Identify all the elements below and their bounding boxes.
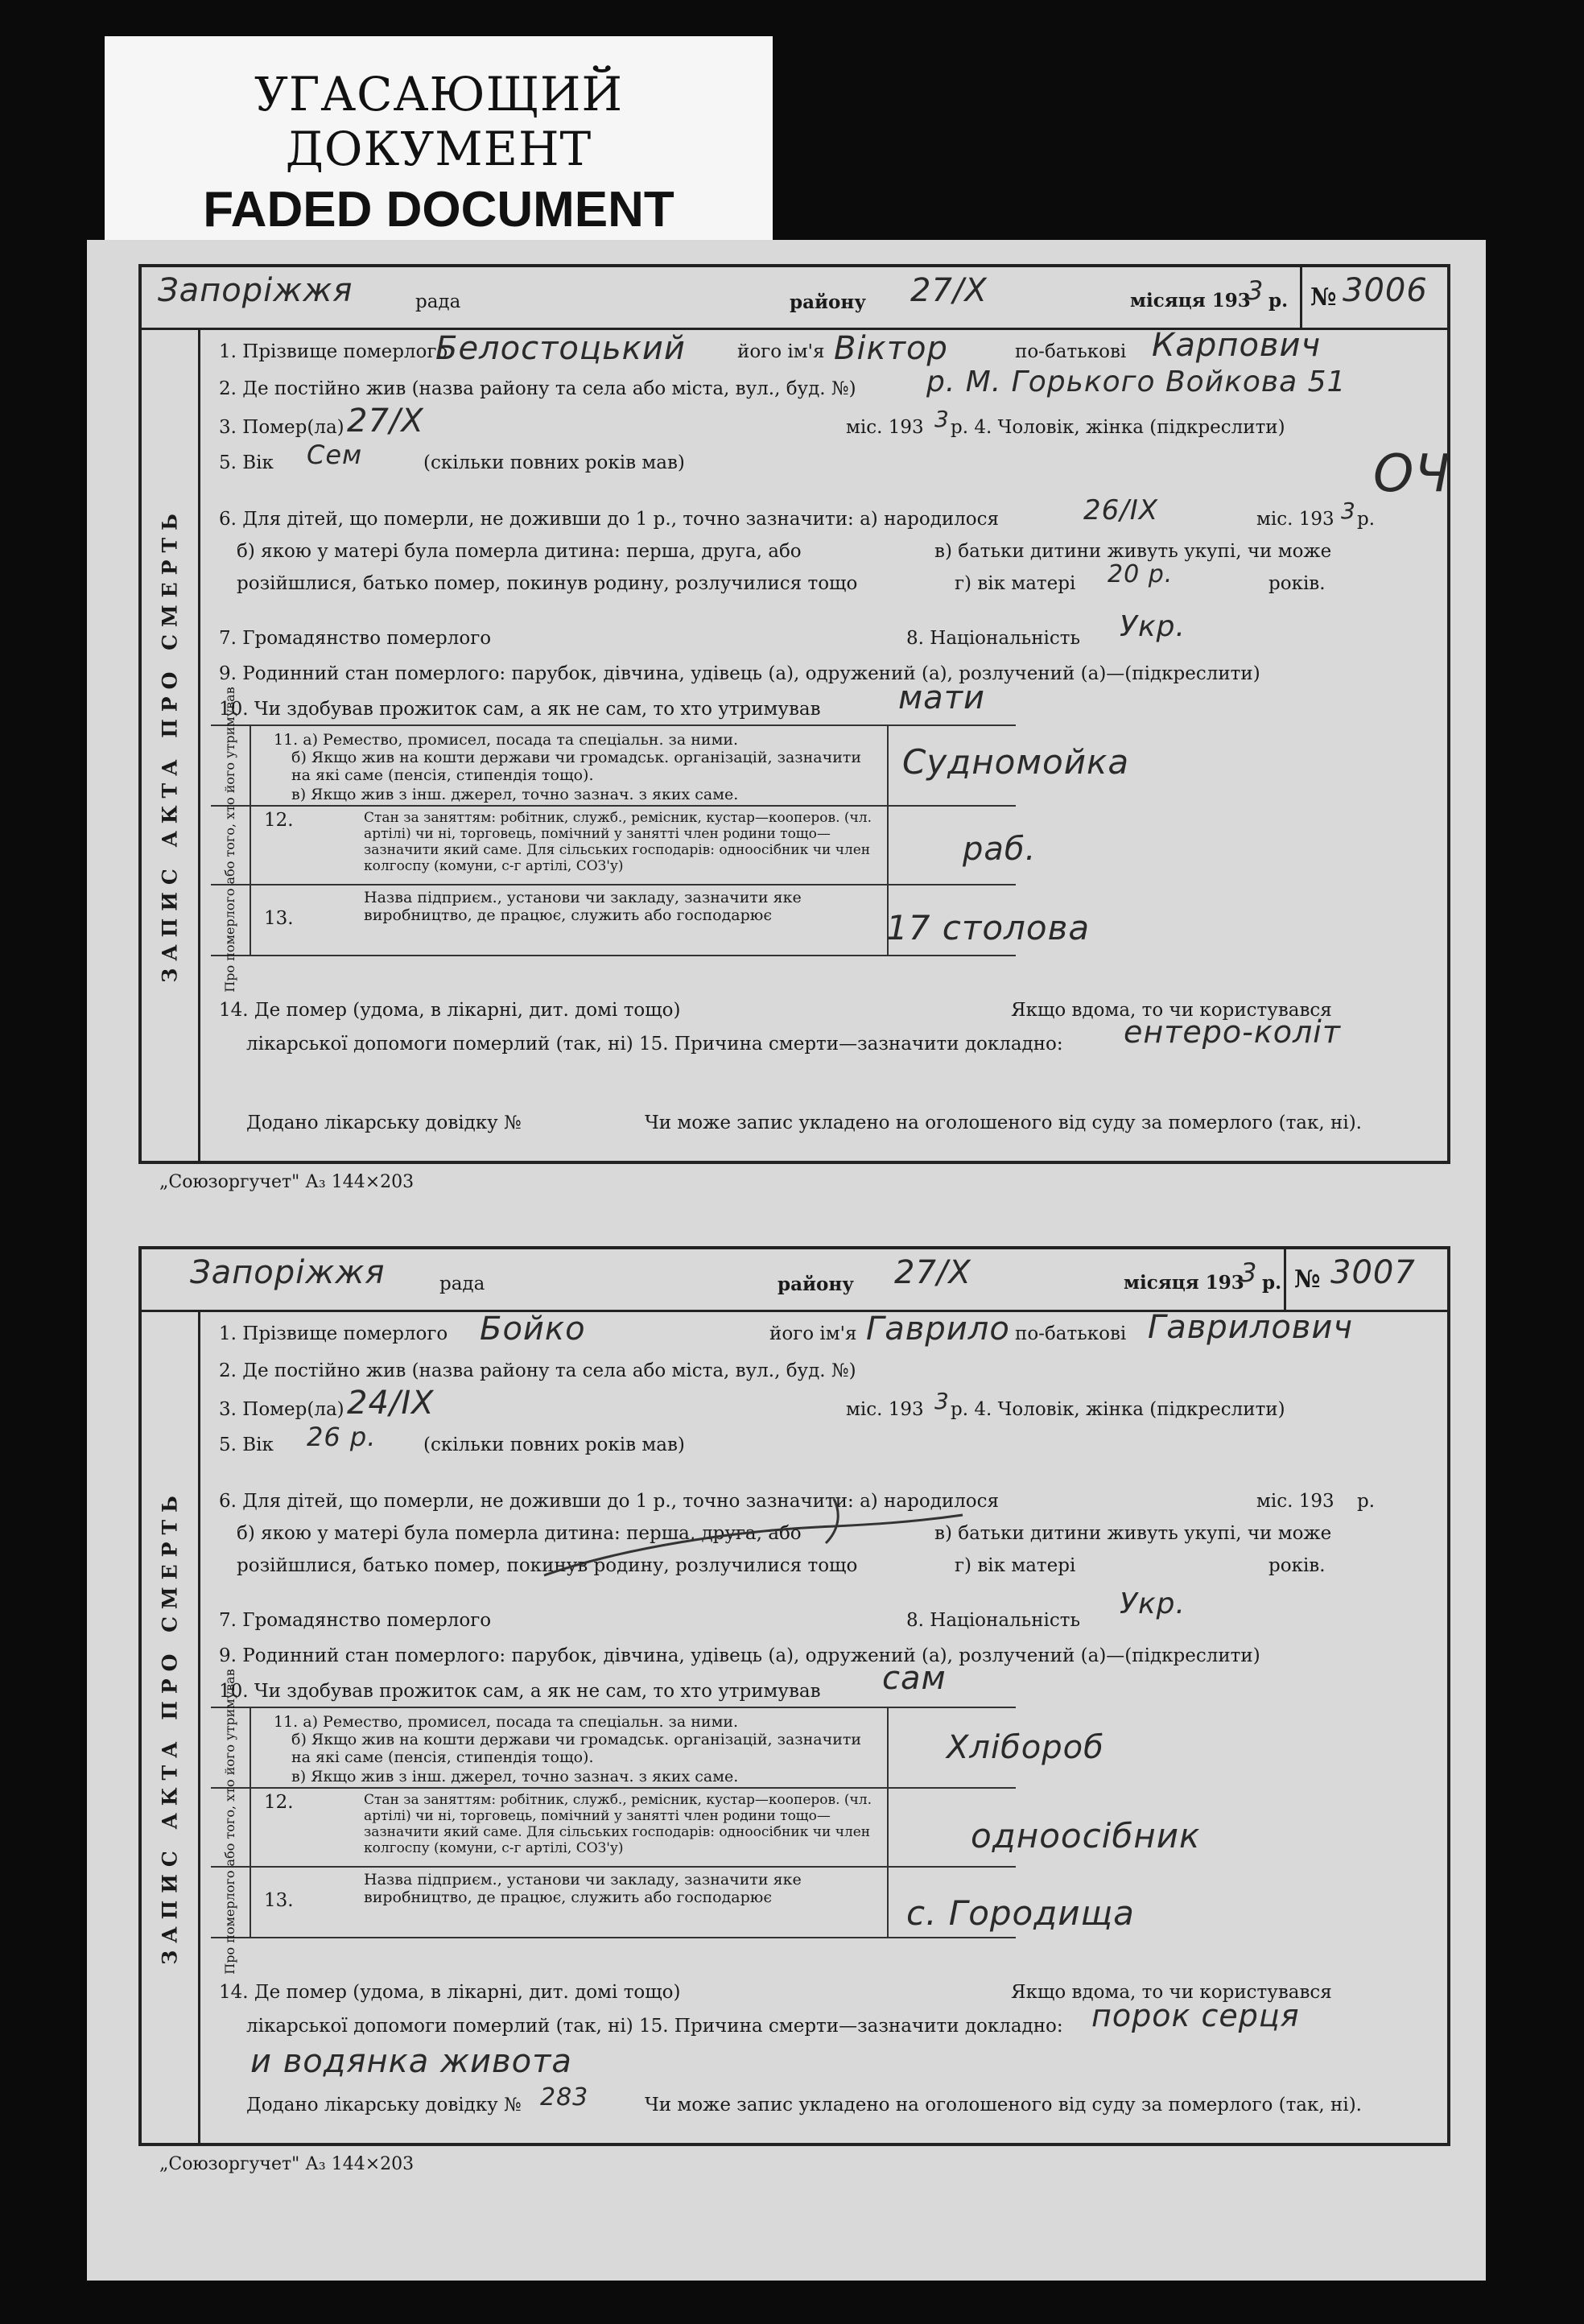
citizenship-label: 7. Громадянство померлого xyxy=(219,628,492,649)
address-label: 2. Де постійно жив (назва району та села або міста, вул., буд. №) xyxy=(219,378,856,399)
death-record-form-1 xyxy=(138,264,1450,1164)
year-suffix: р. xyxy=(1262,1272,1282,1294)
certificate-label: Додано лікарську довідку № xyxy=(246,1112,522,1133)
form-header xyxy=(142,267,1447,330)
rada-label: рада xyxy=(439,1273,485,1294)
support-value: сам xyxy=(882,1660,947,1697)
parents-status-label: розійшлися, батько помер, покинув родину, розлучилися тощо xyxy=(237,573,858,594)
child-order-label: б) якою у матері була померла дитина: перша, друга, або xyxy=(237,541,802,562)
patronymic-value: Карпович xyxy=(1152,327,1322,364)
faded-document-stamp xyxy=(105,36,773,247)
workplace-number: 13. xyxy=(264,908,294,929)
occupation-b-label: б) Якщо жив на кошти держави чи громадськ. організацій, зазначити на які саме (пенсія, стипендія тощо). xyxy=(291,1731,862,1766)
place-of-death-label: 14. Де помер (удома, в лікарні, дит. домі тощо) xyxy=(219,1000,681,1021)
stamp-title-ru: УГАСАЮЩИЙ ДОКУМЕНТ xyxy=(254,67,624,176)
parents-status-label: розійшлися, батько помер, покинув родину, розлучилися тощо xyxy=(237,1555,858,1576)
document-page xyxy=(87,240,1486,2281)
mother-age-value: 20 р. xyxy=(1108,560,1174,588)
month-label: місяця 193 xyxy=(1124,1272,1244,1294)
age-value: Сем xyxy=(307,440,363,470)
name-label: його ім'я xyxy=(737,341,825,362)
patronymic-label: по-батькові xyxy=(1015,1323,1127,1344)
occupation-b-label: б) Якщо жив на кошти держави чи громадськ. організацій, зазначити на які саме (пенсія, стипендія тощо). xyxy=(291,749,862,784)
nationality-label: 8. Національність xyxy=(906,1610,1081,1631)
rada-label: рада xyxy=(415,291,461,312)
status-number: 12. xyxy=(264,1792,294,1813)
side-title: ЗАПИС АКТА ПРО СМЕРТЬ xyxy=(142,1310,200,2143)
record-number-box xyxy=(1300,267,1447,328)
child-born-year-suffix: р. xyxy=(1357,509,1376,530)
mother-age-label: г) вік матері xyxy=(955,1555,1076,1576)
cause-value: ентеро-коліт xyxy=(1124,1014,1342,1050)
record-number-box xyxy=(1284,1249,1447,1310)
side-title: ЗАПИС АКТА ПРО СМЕРТЬ xyxy=(142,328,200,1161)
month-label: місяця 193 xyxy=(1130,290,1251,312)
form-header xyxy=(142,1249,1447,1312)
cause-label: лікарської допомоги померлий (так, ні) 15. Причина смерти—зазначити докладно: xyxy=(246,2016,1063,2037)
child-born-year-label: міс. 193 xyxy=(1256,1491,1334,1512)
parents-label: в) батьки дитини живуть укупі, чи може xyxy=(934,541,1332,562)
medical-help-label: Якщо вдома, то чи користувався xyxy=(1011,1982,1332,2003)
child-born-year-label: міс. 193 xyxy=(1256,509,1334,530)
age-label: 5. Вік xyxy=(219,452,274,473)
surname-value: Бойко xyxy=(480,1311,586,1348)
form-footer-1: „Союзоргучет" А₃ 144×203 xyxy=(159,1172,415,1192)
marital-label: 9. Родинний стан померлого: парубок, дівчина, удівець (а), одружений (а), розлучений (а)—(підкреслити) xyxy=(219,663,1260,684)
nationality-value: Укр. xyxy=(1120,610,1186,643)
died-label: 3. Помер(ла) xyxy=(219,1399,344,1420)
record-number: 3006 xyxy=(1343,272,1428,309)
table-side-note: Про померлого або того, хто його утримував xyxy=(222,1668,237,1975)
child-order-label: б) якою у матері була померла дитина: перша, друга, або xyxy=(237,1523,802,1544)
address-label: 2. Де постійно жив (назва району та села або міста, вул., буд. №) xyxy=(219,1360,856,1381)
date-value: 27/Х xyxy=(894,1254,971,1291)
rayon-label: району xyxy=(790,291,866,313)
rada-value: Запоріжжя xyxy=(190,1254,386,1291)
occupation-a-label: 11. а) Ремество, промисел, посада та спеціальн. за ними. xyxy=(274,1713,739,1731)
medical-help-label: Якщо вдома, то чи користувався xyxy=(1011,1000,1332,1021)
sex-label: р. 4. Чоловік, жінка (підкреслити) xyxy=(951,1399,1285,1420)
year-suffix: р. xyxy=(1268,290,1289,312)
certificate-value: 283 xyxy=(540,2083,589,2111)
patronymic-label: по-батькові xyxy=(1015,341,1127,362)
child-born-year-suffix: р. xyxy=(1357,1491,1376,1512)
date-value: 27/Х xyxy=(910,272,988,309)
workplace-value: с. Городища xyxy=(906,1893,1135,1933)
age-note: (скільки повних років мав) xyxy=(423,452,685,473)
number-label: № xyxy=(1310,283,1337,312)
died-year-label: міс. 193 xyxy=(846,1399,924,1420)
cause-value: порок серця xyxy=(1091,1998,1300,2033)
died-year-label: міс. 193 xyxy=(846,417,924,438)
support-label: 10. Чи здобував прожиток сам, а як не сам, то хто утримував xyxy=(219,699,821,720)
cause-continued-value: и водянка живота xyxy=(250,2043,572,2080)
certificate-label: Додано лікарську довідку № xyxy=(246,2095,522,2116)
nationality-value: Укр. xyxy=(1120,1587,1186,1620)
mother-age-label: г) вік матері xyxy=(955,573,1076,594)
died-value: 27/Х xyxy=(347,402,424,440)
surname-label: 1. Прізвище померлого xyxy=(219,341,448,362)
record-number: 3007 xyxy=(1330,1254,1416,1291)
status-label: Стан за заняттям: робітник, служб., ремісник, кустар—кооперов. (чл. артілі) чи ні, торговець, помічний у занятті член родини тощо—зазначити який саме. Для сільських господарів: одноосібник чи член колгоспу (комуни, с-г артілі, СОЗ'у) xyxy=(364,810,872,874)
occupation-value: Хлібороб xyxy=(947,1729,1104,1766)
name-value: Віктор xyxy=(834,330,948,367)
rada-value: Запоріжжя xyxy=(158,272,353,309)
form-footer-2: „Союзоргучет" А₃ 144×203 xyxy=(159,2154,415,2174)
workplace-number: 13. xyxy=(264,1890,294,1911)
court-label: Чи може запис укладено на оголошеного від суду за померлого (так, ні). xyxy=(645,2095,1362,2116)
age-value: 26 р. xyxy=(307,1422,377,1452)
status-label: Стан за заняттям: робітник, служб., ремісник, кустар—кооперов. (чл. артілі) чи ні, торговець, помічний у занятті член родини тощо—зазначити який саме. Для сільських господарів: одноосібник чи член колгоспу (комуни, с-г артілі, СОЗ'у) xyxy=(364,1792,872,1856)
cause-label: лікарської допомоги померлий (так, ні) 15. Причина смерти—зазначити докладно: xyxy=(246,1034,1063,1055)
workplace-label: Назва підприєм., установи чи закладу, зазначити яке виробництво, де працює, служить або господарює xyxy=(364,889,802,924)
child-born-value: 26/ІХ xyxy=(1083,494,1159,526)
patronymic-value: Гаврилович xyxy=(1148,1309,1353,1346)
age-note: (скільки повних років мав) xyxy=(423,1434,685,1455)
sex-label: р. 4. Чоловік, жінка (підкреслити) xyxy=(951,417,1285,438)
workplace-value: 17 столова xyxy=(886,908,1091,947)
support-value: мати xyxy=(898,679,985,716)
occupation-a-label: 11. а) Ремество, промисел, посада та спеціальн. за ними. xyxy=(274,731,739,749)
child-born-year-digit: 3 xyxy=(1341,497,1356,524)
death-record-form-2 xyxy=(138,1246,1450,2146)
marital-label: 9. Родинний стан померлого: парубок, дівчина, удівець (а), одружений (а), розлучений (а)—(підкреслити) xyxy=(219,1645,1260,1666)
nationality-label: 8. Національність xyxy=(906,628,1081,649)
mother-age-suffix: років. xyxy=(1268,573,1326,594)
court-label: Чи може запис укладено на оголошеного від суду за померлого (так, ні). xyxy=(645,1112,1362,1133)
year-digit: 3 xyxy=(1240,1257,1258,1288)
number-label: № xyxy=(1294,1265,1321,1294)
name-value: Гаврило xyxy=(866,1311,1010,1348)
surname-label: 1. Прізвище померлого xyxy=(219,1323,448,1344)
parents-label: в) батьки дитини живуть укупі, чи може xyxy=(934,1523,1332,1544)
occupation-c-label: в) Якщо жив з інш. джерел, точно зазнач. з яких саме. xyxy=(291,1768,739,1785)
died-year-digit: 3 xyxy=(934,1388,950,1414)
margin-mark: ОЧ xyxy=(1373,444,1451,504)
child-born-label: 6. Для дітей, що померли, не доживши до 1 р., точно зазначити: а) народилося xyxy=(219,509,1000,530)
support-label: 10. Чи здобував прожиток сам, а як не сам, то хто утримував xyxy=(219,1681,821,1702)
mother-age-suffix: років. xyxy=(1268,1555,1326,1576)
died-year-digit: 3 xyxy=(934,406,950,432)
status-value: одноосібник xyxy=(971,1816,1201,1855)
occupation-value: Судномойка xyxy=(902,742,1130,782)
rayon-label: району xyxy=(778,1273,854,1295)
surname-value: Белостоцький xyxy=(435,330,686,367)
name-label: його ім'я xyxy=(769,1323,857,1344)
occupation-c-label: в) Якщо жив з інш. джерел, точно зазнач. з яких саме. xyxy=(291,786,739,803)
address-value: р. М. Горького Войкова 51 xyxy=(926,365,1347,398)
died-value: 24/ІХ xyxy=(347,1385,435,1422)
citizenship-label: 7. Громадянство померлого xyxy=(219,1610,492,1631)
strike-through-mark xyxy=(528,1499,979,1595)
child-born-label: 6. Для дітей, що померли, не доживши до 1 р., точно зазначити: а) народилося xyxy=(219,1491,1000,1512)
died-label: 3. Помер(ла) xyxy=(219,417,344,438)
status-number: 12. xyxy=(264,810,294,831)
stamp-title-en: FADED DOCUMENT xyxy=(203,182,674,237)
workplace-label: Назва підприєм., установи чи закладу, зазначити яке виробництво, де працює, служить або господарює xyxy=(364,1871,802,1906)
age-label: 5. Вік xyxy=(219,1434,274,1455)
year-digit: 3 xyxy=(1247,275,1264,306)
place-of-death-label: 14. Де помер (удома, в лікарні, дит. домі тощо) xyxy=(219,1982,681,2003)
status-value: раб. xyxy=(963,831,1037,868)
table-side-note: Про померлого або того, хто його утримував xyxy=(222,686,237,993)
